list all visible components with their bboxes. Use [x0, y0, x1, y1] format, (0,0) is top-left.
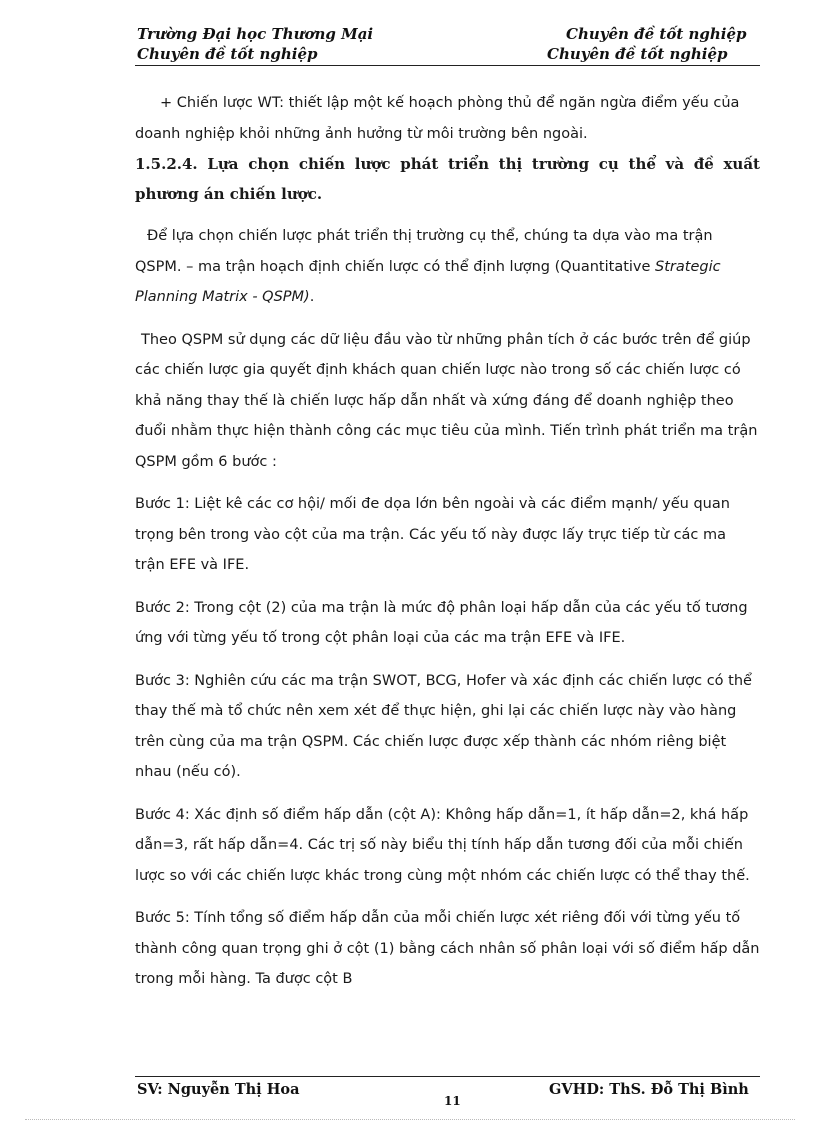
header-topic-right-2: Chuyên đề tốt nghiệp	[547, 45, 728, 63]
paragraph-step-3: Bước 3: Nghiên cứu các ma trận SWOT, BCG, Hofer và xác định các chiến lược có thể thay thế mà tổ chức nên xem xét để thực hiện, ghi lại các chiến lược này vào hàng trên cùng của ma trận QSPM. Các chiến lược được xếp thành các nhóm riêng biệt nhau (nếu có).	[135, 672, 752, 780]
paragraph-qspm-intro-line1: Để lựa chọn chiến lược phát triển thị trường cụ thể, chúng ta dựa vào ma trận	[147, 228, 713, 244]
paragraph-wt-line1: + Chiến lược WT: thiết lập một kế hoạch phòng thủ để ngăn ngừa điểm yếu của	[160, 95, 740, 111]
footer-advisor: GVHD: ThS. Đỗ Thị Bình	[549, 1081, 749, 1098]
header-topic-right: Chuyên đề tốt nghiệp	[566, 25, 747, 43]
header-school: Trường Đại học Thương Mại	[137, 25, 374, 43]
qspm-intro-text: QSPM. – ma trận hoạch định chiến lược có thể định lượng (Quantitative	[135, 258, 651, 275]
page-number: 11	[444, 1094, 461, 1108]
paragraph-step-2: Bước 2: Trong cột (2) của ma trận là mức độ phân loại hấp dẫn của các yếu tố tương ứng với từng yếu tố trong cột phân loại của các ma trận EFE và IFE.	[135, 599, 748, 646]
paragraph-qspm-intro-line2	[135, 252, 760, 283]
footer-student: SV: Nguyễn Thị Hoa	[137, 1081, 300, 1098]
header-topic-left: Chuyên đề tốt nghiệp	[137, 45, 318, 63]
paragraph-step-4: Bước 4: Xác định số điểm hấp dẫn (cột A): Không hấp dẫn=1, ít hấp dẫn=2, khá hấp dẫn=3, rất hấp dẫn=4. Các trị số này biểu thị tính hấp dẫn tương đối của mỗi chiến lược so với các chiến lược khác trong cùng một nhóm các chiến lược có thể thay thế.	[135, 806, 750, 884]
document-body	[135, 88, 760, 995]
paragraph-theo-qspm: Theo QSPM sử dụng các dữ liệu đầu vào từ những phân tích ở các bước trên để giúp các chiến lược gia quyết định khách quan chiến lược nào trong số các chiến lược có khả năng thay thế là chiến lược hấp dẫn nhất và xứng đáng để doanh nghiệp theo đuổi nhằm thực hiện thành công các mục tiêu của mình. Tiến trình phát triển ma trận QSPM gồm 6 bước :	[135, 331, 758, 470]
page-edge-dotted-line	[25, 1119, 795, 1120]
footer-rule	[135, 1076, 760, 1077]
paragraph-wt-line2: doanh nghiệp khỏi những ảnh hưởng từ môi trường bên ngoài.	[135, 125, 588, 142]
qspm-intro-italic-2: Planning Matrix - QSPM)	[135, 289, 310, 305]
qspm-intro-end: .	[309, 289, 315, 305]
header-rule	[135, 65, 760, 66]
paragraph-step-1: Bước 1: Liệt kê các cơ hội/ mối đe dọa lớn bên ngoài và các điểm mạnh/ yếu quan trọng bên trong vào cột của ma trận. Các yếu tố này được lấy trực tiếp từ các ma trận EFE và IFE.	[135, 496, 730, 573]
paragraph-step-5: Bước 5: Tính tổng số điểm hấp dẫn của mỗi chiến lược xét riêng đối với từng yếu tố thành công quan trọng ghi ở cột (1) bằng cách nhân số phân loại với số điểm hấp dẫn trong mỗi hàng. Ta được cột B	[135, 910, 760, 987]
paragraph-qspm-intro-line3	[135, 282, 760, 313]
section-heading: 1.5.2.4. Lựa chọn chiến lược phát triển thị trường cụ thể và đề xuất phương án chiến lược.	[135, 155, 760, 203]
qspm-intro-italic-1: Strategic	[655, 258, 721, 275]
